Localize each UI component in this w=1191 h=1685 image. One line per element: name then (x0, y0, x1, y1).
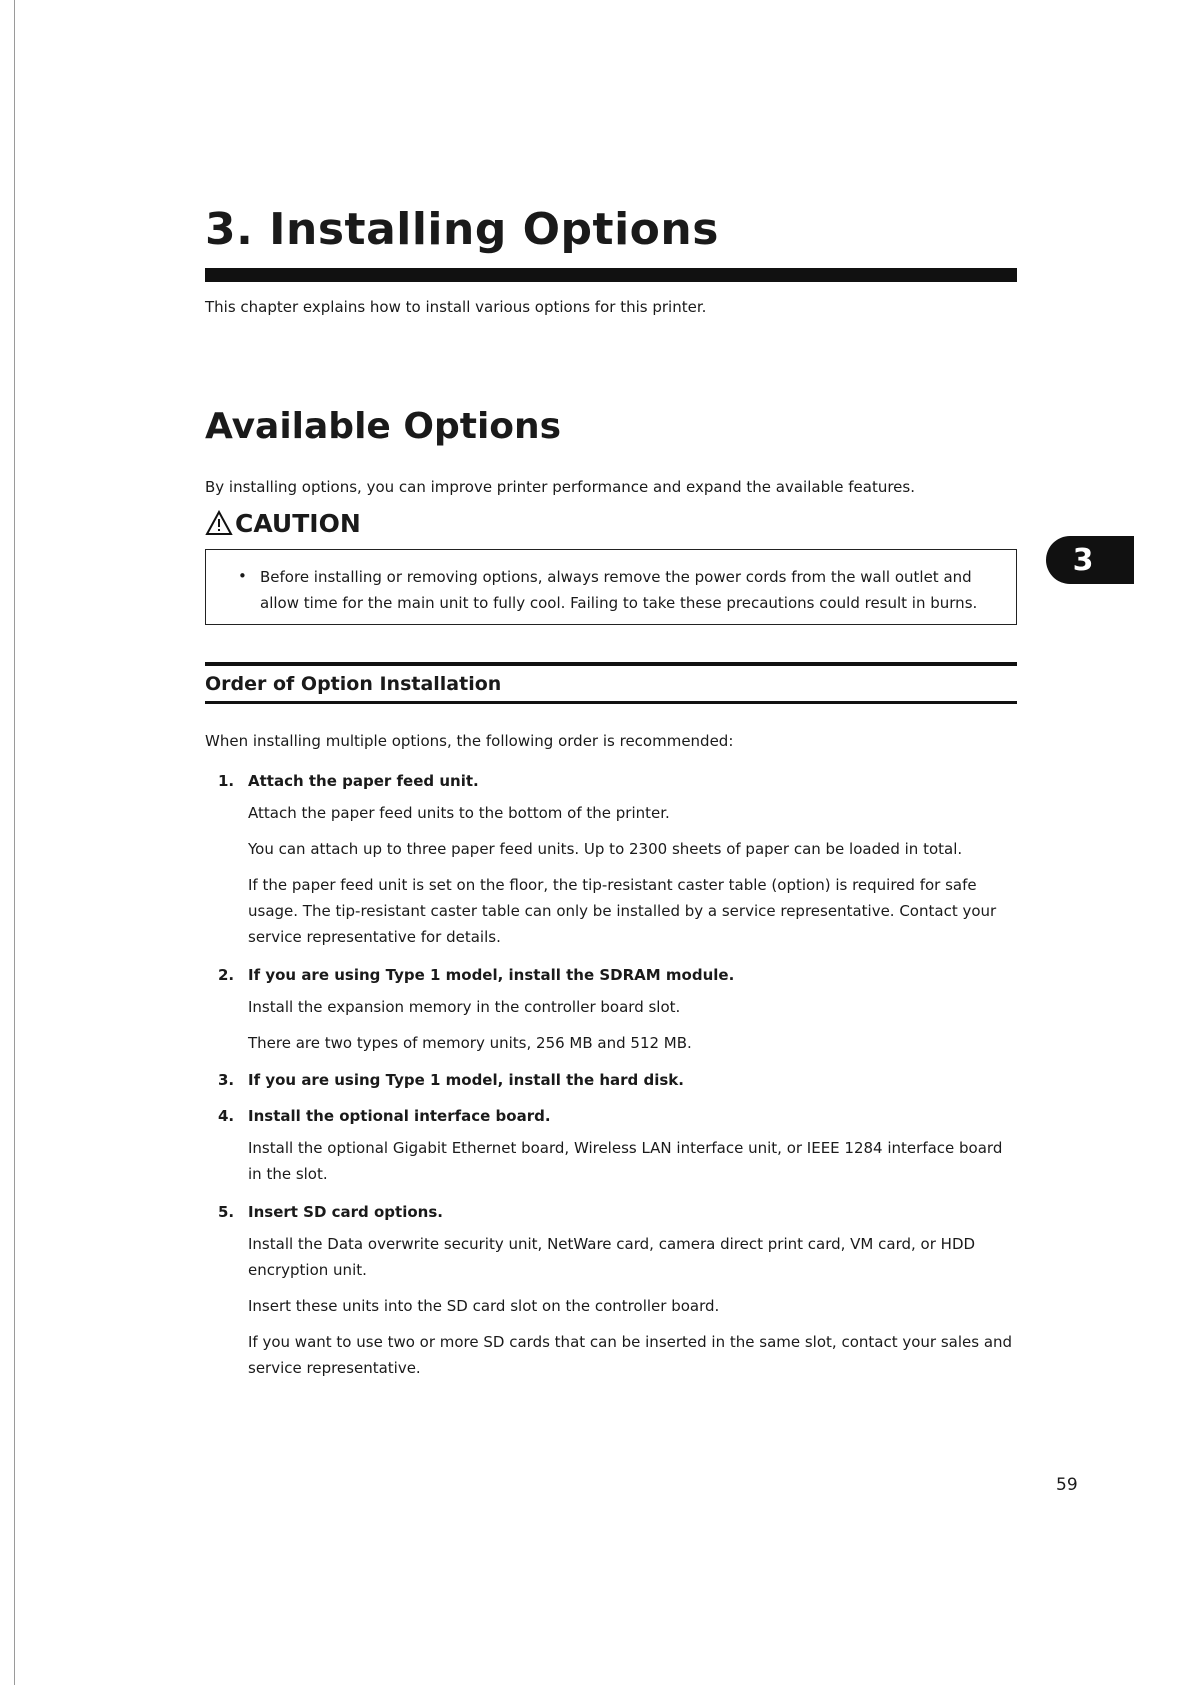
step-number: 1. (218, 772, 235, 790)
step-paragraph: If you want to use two or more SD cards that can be inserted in the same slot, contact your sales and service representative. (248, 1333, 1013, 1377)
subsection-title: Order of Option Installation (205, 673, 502, 695)
step-body (218, 1231, 1018, 1381)
step-1 (218, 772, 1018, 950)
chapter-title-bar (205, 268, 1017, 282)
subsection-intro: When installing multiple options, the following order is recommended: (205, 732, 734, 750)
step-2 (218, 966, 1018, 1056)
caution-text: Before installing or removing options, always remove the power cords from the wall outlet and allow time for the main unit to fully cool. Failing to take these precautions could result in burns. (260, 568, 978, 612)
step-5 (218, 1203, 1018, 1381)
step-body (218, 994, 1018, 1056)
step-paragraph: Insert these units into the SD card slot on the controller board. (248, 1297, 720, 1315)
step-title: Install the optional interface board. (248, 1107, 551, 1125)
step-heading (218, 772, 1018, 790)
caution-heading (205, 510, 361, 536)
step-paragraph: If the paper feed unit is set on the floor, the tip-resistant caster table (option) is required for safe usage. The tip-resistant caster table can only be installed by a service representative. Contact your service representative for details. (248, 876, 997, 946)
caution-box (205, 549, 1017, 625)
step-paragraph: Attach the paper feed units to the bottom of the printer. (248, 804, 670, 822)
step-paragraph: You can attach up to three paper feed units. Up to 2300 sheets of paper can be loaded in total. (248, 840, 963, 858)
step-number: 3. (218, 1071, 235, 1089)
step-heading (218, 1071, 1018, 1089)
step-title: If you are using Type 1 model, install the hard disk. (248, 1071, 684, 1089)
step-3 (218, 1071, 1018, 1089)
step-paragraph: Install the expansion memory in the controller board slot. (248, 998, 681, 1016)
binding-line (14, 0, 15, 1685)
chapter-intro: This chapter explains how to install various options for this printer. (205, 298, 707, 316)
chapter-title: 3. Installing Options (205, 204, 719, 255)
page-number: 59 (1056, 1475, 1078, 1495)
step-title: Attach the paper feed unit. (248, 772, 479, 790)
step-number: 5. (218, 1203, 235, 1221)
step-heading (218, 1203, 1018, 1221)
section-intro: By installing options, you can improve printer performance and expand the available features. (205, 478, 915, 496)
step-paragraph: There are two types of memory units, 256 MB and 512 MB. (248, 1034, 692, 1052)
step-paragraph: Install the optional Gigabit Ethernet board, Wireless LAN interface unit, or IEEE 1284 interface board in the slot. (248, 1139, 1003, 1183)
step-number: 2. (218, 966, 235, 984)
step-body (218, 1135, 1018, 1187)
caution-bullet: • (238, 567, 247, 585)
chapter-tab-number: 3 (1072, 542, 1094, 578)
step-title: If you are using Type 1 model, install the SDRAM module. (248, 966, 735, 984)
subsection-top-rule (205, 662, 1017, 666)
step-4 (218, 1107, 1018, 1187)
step-body (218, 800, 1018, 950)
section-title: Available Options (205, 406, 562, 447)
chapter-tab (1046, 536, 1134, 584)
step-title: Insert SD card options. (248, 1203, 443, 1221)
step-paragraph: Install the Data overwrite security unit, NetWare card, camera direct print card, VM card, or HDD encryption unit. (248, 1235, 976, 1279)
step-heading (218, 1107, 1018, 1125)
warning-triangle-icon (205, 510, 233, 536)
step-number: 4. (218, 1107, 235, 1125)
caution-label: CAUTION (235, 508, 361, 538)
step-heading (218, 966, 1018, 984)
subsection-bottom-rule (205, 701, 1017, 704)
